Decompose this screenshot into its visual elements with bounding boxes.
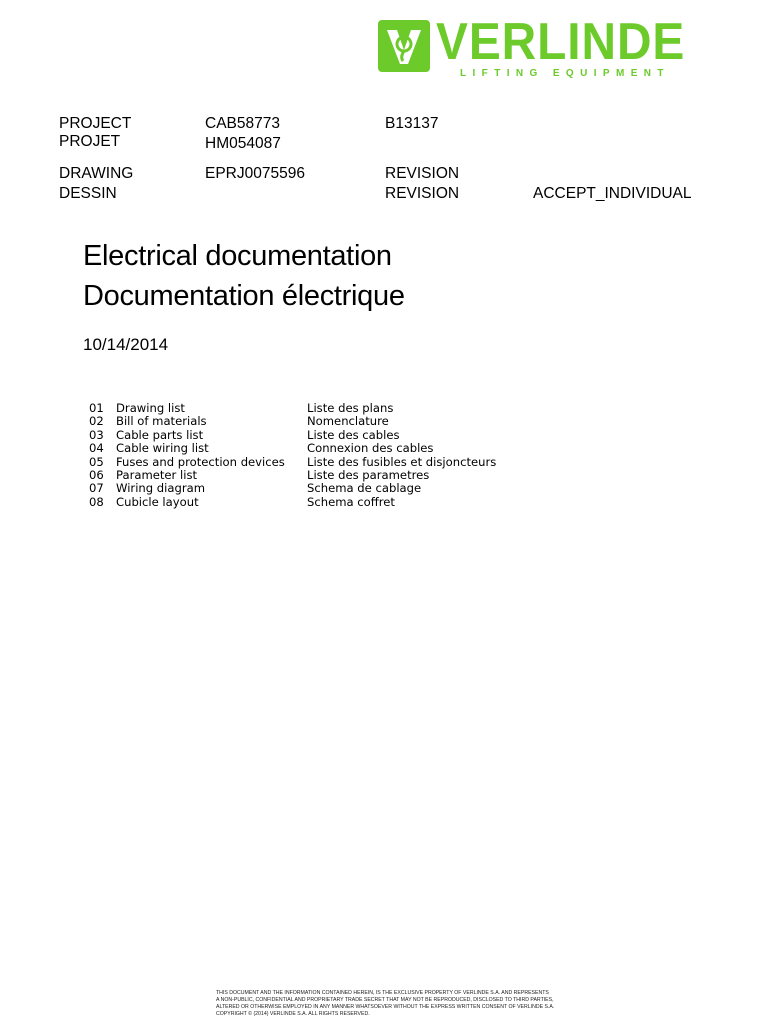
project-reference: B13137 bbox=[385, 115, 439, 132]
document-date: 10/14/2014 bbox=[83, 335, 169, 354]
toc-title-en: Cubicle layout bbox=[116, 494, 199, 509]
project-code: CAB58773 bbox=[205, 115, 280, 132]
toc-title-fr: Connexion des cables bbox=[307, 441, 434, 456]
projet-label: PROJET bbox=[59, 133, 121, 150]
toc-title-en: Cable parts list bbox=[116, 427, 204, 442]
toc-title-fr: Liste des cables bbox=[307, 427, 400, 442]
toc-number: 02 bbox=[89, 414, 104, 429]
verlinde-logo-icon bbox=[378, 20, 430, 72]
toc-number: 05 bbox=[89, 454, 104, 469]
toc-title-fr: Schema de cablage bbox=[307, 481, 422, 496]
copyright-line: ALTERED OR OTHERWISE EMPLOYED IN ANY MANNER WHATSOEVER WITHOUT THE EXPRESS WRITTEN CONSENT OF VERLINDE S.A. bbox=[216, 1003, 555, 1010]
dessin-label: DESSIN bbox=[59, 185, 117, 202]
toc-title-en: Parameter list bbox=[116, 467, 198, 482]
toc-title-fr: Nomenclature bbox=[307, 414, 389, 429]
toc-title-en: Wiring diagram bbox=[116, 481, 206, 496]
toc-title-fr: Liste des plans bbox=[307, 401, 394, 415]
toc-title-en: Cable wiring list bbox=[116, 441, 209, 456]
copyright-line: A NON-PUBLIC, CONFIDENTIAL AND PROPRIETARY TRADE SECRET THAT MAY NOT BE REPRODUCED, DISCLOSED TO THIRD PARTIES, bbox=[216, 996, 554, 1003]
revision-label-fr: REVISION bbox=[385, 185, 460, 202]
toc-number: 03 bbox=[89, 427, 104, 442]
logo-tagline: LIFTING EQUIPMENT bbox=[460, 68, 670, 79]
verlinde-logo bbox=[378, 13, 730, 80]
toc-number: 07 bbox=[89, 481, 104, 496]
toc-title-en: Bill of materials bbox=[116, 414, 207, 429]
drawing-number: EPRJ0075596 bbox=[205, 165, 305, 182]
document-title-fr: Documentation électrique bbox=[83, 280, 405, 312]
project-label: PROJECT bbox=[59, 115, 132, 132]
toc-title-en: Drawing list bbox=[116, 401, 185, 415]
drawing-label: DRAWING bbox=[59, 165, 134, 182]
toc-number: 06 bbox=[89, 467, 104, 482]
copyright-notice bbox=[216, 990, 554, 1018]
toc-number: 04 bbox=[89, 441, 104, 456]
toc-title-fr: Liste des fusibles et disjoncteurs bbox=[307, 454, 497, 469]
revision-label: REVISION bbox=[385, 165, 460, 182]
copyright-line: THIS DOCUMENT AND THE INFORMATION CONTAINED HEREIN, IS THE EXCLUSIVE PROPERTY OF VERLINDE S.A. AND REPRESENTS bbox=[216, 990, 549, 996]
toc-title-fr: Schema coffret bbox=[307, 494, 395, 509]
toc-number: 01 bbox=[89, 401, 104, 415]
toc-number: 08 bbox=[89, 494, 104, 509]
toc-title-en: Fuses and protection devices bbox=[116, 454, 285, 469]
copyright-line: COPYRIGHT © (2014) VERLINDE S.A. ALL RIGHTS RESERVED. bbox=[216, 1010, 370, 1017]
revision-value: ACCEPT_INDIVIDUAL bbox=[533, 185, 692, 202]
logo-wordmark: VERLINDE bbox=[436, 13, 686, 71]
document-title-en: Electrical documentation bbox=[83, 240, 392, 272]
toc-title-fr: Liste des parametres bbox=[307, 467, 430, 482]
project-code-secondary: HM054087 bbox=[205, 135, 281, 152]
